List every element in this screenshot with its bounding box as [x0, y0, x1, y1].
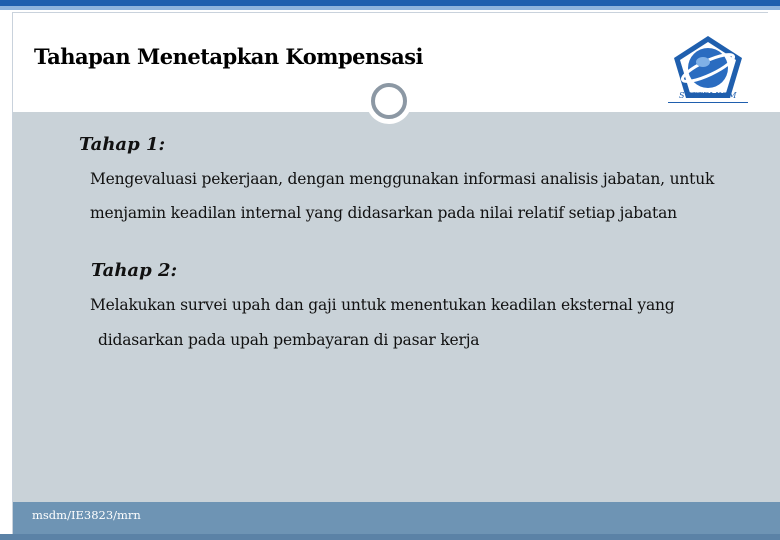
logo-underline: [668, 102, 748, 103]
ring-decoration-icon: [371, 83, 407, 119]
stage-1-heading: Tahap 1:: [79, 134, 166, 155]
logo-text: STTTELKOM: [679, 91, 737, 100]
stage-1-line-2: menjamin keadilan internal yang didasarkan pada nilai relatif setiap jabatan: [90, 204, 677, 222]
stage-2-heading: Tahap 2:: [91, 260, 178, 281]
top-accent-bar-light: [0, 6, 780, 10]
stage-2-line-2: didasarkan pada upah pembayaran di pasar kerja: [98, 331, 480, 349]
stage-2-line-1: Melakukan survei upah dan gaji untuk menentukan keadilan eksternal yang: [90, 296, 675, 314]
bottom-accent-strip: [0, 534, 780, 540]
slide-title: Tahapan Menetapkan Kompensasi: [34, 44, 423, 69]
stage-1-line-1: Mengevaluasi pekerjaan, dengan menggunakan informasi analisis jabatan, untuk: [90, 170, 715, 188]
footer-code: msdm/IE3823/mrn: [32, 508, 141, 522]
